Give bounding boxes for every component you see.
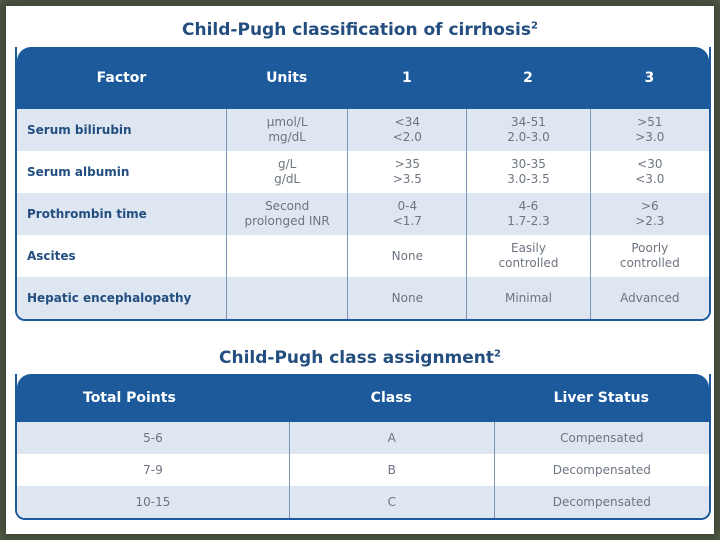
score-cell bbox=[466, 235, 589, 277]
cell-line: Advanced bbox=[620, 290, 680, 305]
score-cell bbox=[347, 109, 466, 151]
cell-line: 3.0-3.5 bbox=[507, 172, 550, 186]
cell-line: <1.7 bbox=[392, 214, 422, 228]
cell-line: mg/dL bbox=[268, 130, 306, 144]
cell-line: 30-35 bbox=[511, 157, 546, 171]
table-row bbox=[17, 193, 709, 235]
units-cell bbox=[226, 193, 347, 235]
header-units: Units bbox=[226, 47, 347, 109]
score-cell bbox=[347, 151, 466, 193]
cell-line: controlled bbox=[619, 256, 680, 270]
factor-cell: Hepatic encephalopathy bbox=[17, 277, 226, 319]
cell-line: 34-51 bbox=[511, 115, 546, 129]
factor-cell: Serum bilirubin bbox=[17, 109, 226, 151]
units-cell bbox=[226, 109, 347, 151]
factor-cell: Ascites bbox=[17, 235, 226, 277]
points-cell: 7-9 bbox=[17, 454, 289, 486]
class-header-row bbox=[17, 374, 709, 422]
header-liver-status: Liver Status bbox=[494, 374, 709, 422]
factor-cell: Prothrombin time bbox=[17, 193, 226, 235]
table-row bbox=[17, 235, 709, 277]
table-row bbox=[17, 422, 709, 454]
class-assignment-table bbox=[15, 374, 711, 520]
score-cell bbox=[466, 109, 589, 151]
score-cell bbox=[590, 235, 709, 277]
status-cell: Decompensated bbox=[494, 486, 709, 518]
score-cell bbox=[590, 151, 709, 193]
classification-table bbox=[15, 47, 711, 321]
factor-cell: Serum albumin bbox=[17, 151, 226, 193]
cell-line: None bbox=[391, 248, 423, 263]
cell-line: >6 bbox=[640, 199, 659, 213]
cell-line: <3.0 bbox=[635, 172, 665, 186]
score-cell bbox=[347, 277, 466, 319]
cell-line: >3.0 bbox=[635, 130, 665, 144]
cell-line: μmol/L bbox=[266, 115, 308, 129]
cell-line: g/L bbox=[277, 157, 297, 171]
status-cell: Decompensated bbox=[494, 454, 709, 486]
cell-line: >35 bbox=[394, 157, 420, 171]
score-cell bbox=[347, 235, 466, 277]
score-cell bbox=[347, 193, 466, 235]
units-cell bbox=[226, 235, 347, 277]
cell-line: >2.3 bbox=[635, 214, 665, 228]
cell-line: <34 bbox=[394, 115, 420, 129]
header-score-3: 3 bbox=[590, 47, 709, 109]
table-row bbox=[17, 151, 709, 193]
class-assignment-title: Child-Pugh class assignment$^2$ bbox=[219, 348, 501, 368]
cell-line: Second bbox=[265, 199, 310, 213]
cell-line: None bbox=[391, 290, 423, 305]
points-cell: 10-15 bbox=[17, 486, 289, 518]
cell-line: g/dL bbox=[274, 172, 301, 186]
cell-line: 1.7-2.3 bbox=[507, 214, 550, 228]
classification-title: Child-Pugh classification of cirrhosis$^2$ bbox=[182, 20, 538, 40]
units-cell bbox=[226, 277, 347, 319]
status-cell: Compensated bbox=[494, 422, 709, 454]
points-cell: 5-6 bbox=[17, 422, 289, 454]
header-total-points: Total Points bbox=[17, 374, 289, 422]
score-cell bbox=[590, 109, 709, 151]
header-factor: Factor bbox=[17, 47, 226, 109]
score-cell bbox=[466, 277, 589, 319]
cell-line: Poorly bbox=[631, 241, 669, 255]
cell-line: prolonged INR bbox=[244, 214, 330, 228]
cell-line: 4-6 bbox=[518, 199, 539, 213]
table-row bbox=[17, 109, 709, 151]
cell-line: 0-4 bbox=[397, 199, 418, 213]
cell-line: 2.0-3.0 bbox=[507, 130, 550, 144]
cell-line: <30 bbox=[637, 157, 663, 171]
cell-line: <2.0 bbox=[392, 130, 422, 144]
cell-line: >51 bbox=[637, 115, 663, 129]
header-score-2: 2 bbox=[466, 47, 589, 109]
cell-line: Easily bbox=[510, 241, 546, 255]
header-score-1: 1 bbox=[347, 47, 466, 109]
classification-header-row bbox=[17, 47, 709, 109]
cell-line: Minimal bbox=[504, 290, 552, 305]
class-cell: C bbox=[289, 486, 494, 518]
header-class: Class bbox=[289, 374, 494, 422]
score-cell bbox=[466, 151, 589, 193]
cell-line: controlled bbox=[498, 256, 559, 270]
class-cell: A bbox=[289, 422, 494, 454]
score-cell bbox=[466, 193, 589, 235]
score-cell bbox=[590, 193, 709, 235]
units-cell bbox=[226, 151, 347, 193]
table-row bbox=[17, 486, 709, 518]
score-cell bbox=[590, 277, 709, 319]
table-row bbox=[17, 277, 709, 319]
cell-line: >3.5 bbox=[392, 172, 422, 186]
class-cell: B bbox=[289, 454, 494, 486]
table-row bbox=[17, 454, 709, 486]
